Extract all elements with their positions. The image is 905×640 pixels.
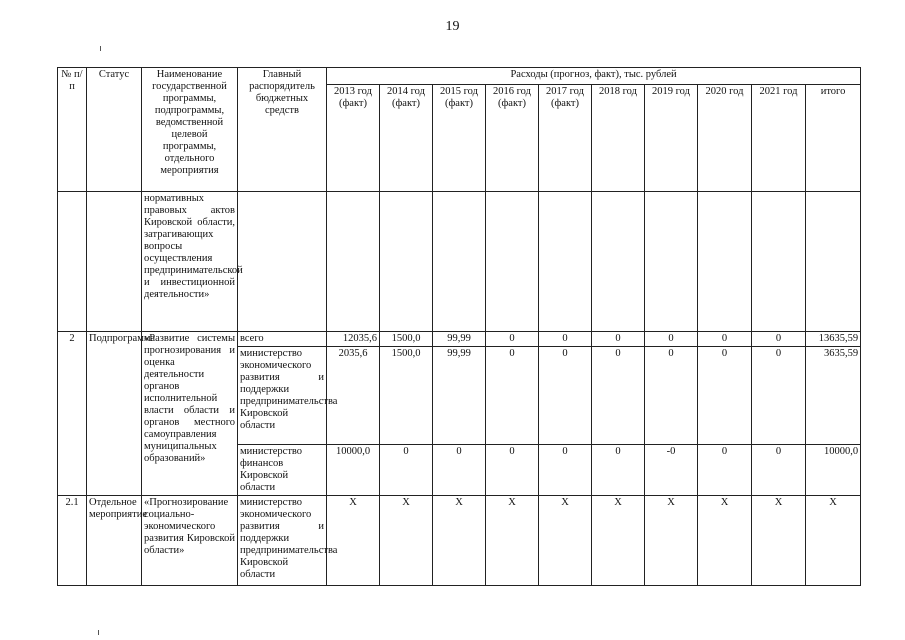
year-header: 2019 год: [645, 85, 698, 192]
value-cell: 0: [592, 347, 645, 445]
value-cell: 0: [486, 347, 539, 445]
value-cell: 0: [486, 332, 539, 347]
value-cell: -0: [645, 445, 698, 496]
total-cell: 13635,59: [806, 332, 861, 347]
value-cell: 0: [752, 445, 806, 496]
value-cell: 99,99: [433, 347, 486, 445]
continuation-name: нормативных правовых актов Кировской области, затрагивающих вопросы осуществления предпринимательской и инвестиционной деятельности»: [142, 192, 238, 332]
value-cell: 1500,0: [380, 332, 433, 347]
value-cell: Х: [592, 496, 645, 586]
budget-table: [57, 67, 861, 586]
value-cell: Х: [380, 496, 433, 586]
value-cell: 0: [592, 332, 645, 347]
value-cell: 0: [592, 445, 645, 496]
year-header: 2021 год: [752, 85, 806, 192]
value-cell: Х: [698, 496, 752, 586]
year-header: 2015 год (факт): [433, 85, 486, 192]
value-cell: 0: [539, 332, 592, 347]
year-header: 2020 год: [698, 85, 752, 192]
value-cell: 12035,6: [327, 332, 380, 347]
value-cell: 0: [645, 332, 698, 347]
header-num: № п/п: [58, 68, 87, 192]
value-cell: 0: [539, 445, 592, 496]
program2-admin-economy: министерство экономического развития и поддержки предпринимательства Кировской области: [238, 347, 327, 445]
header-row: [58, 68, 861, 85]
value-cell: 0: [698, 332, 752, 347]
header-admin: Главный распорядитель бюджетных средств: [238, 68, 327, 192]
total-cell: Х: [806, 496, 861, 586]
value-cell: Х: [433, 496, 486, 586]
item21-name: «Прогнозирование социально-экономического развития Кировской области»: [142, 496, 238, 586]
item21-row: [58, 496, 861, 586]
value-cell: Х: [486, 496, 539, 586]
value-cell: 0: [433, 445, 486, 496]
header-expenses: Расходы (прогноз, факт), тыс. рублей: [327, 68, 861, 85]
continuation-row: [58, 192, 861, 332]
value-cell: 0: [645, 347, 698, 445]
year-header: 2016 год (факт): [486, 85, 539, 192]
program2-num: 2: [58, 332, 87, 496]
value-cell: 0: [752, 347, 806, 445]
item21-status: Отдельное мероприятие: [87, 496, 142, 586]
value-cell: 0: [698, 347, 752, 445]
value-cell: Х: [752, 496, 806, 586]
program2-admin-total: всего: [238, 332, 327, 347]
program2-name: «Развитие системы прогнозирования и оценка деятельности органов исполнительной власти области и органов местного самоуправления муниципальных образований»: [142, 332, 238, 496]
value-cell: Х: [539, 496, 592, 586]
program2-total-row: [58, 332, 861, 347]
item21-num: 2.1: [58, 496, 87, 586]
page-number: 19: [445, 19, 460, 34]
year-header: 2013 год (факт): [327, 85, 380, 192]
value-cell: 0: [539, 347, 592, 445]
program2-status: Подпрограмма: [87, 332, 142, 496]
value-cell: 0: [752, 332, 806, 347]
year-header: 2014 год (факт): [380, 85, 433, 192]
header-status: Статус: [87, 68, 142, 192]
program2-admin-finance: министерство финансов Кировской области: [238, 445, 327, 496]
year-header: 2018 год: [592, 85, 645, 192]
value-cell: 0: [486, 445, 539, 496]
header-name: Наименование государственной программы, подпрограммы, ведомственной целевой программы, отдельного мероприятия: [142, 68, 238, 192]
margin-mark: [98, 630, 99, 635]
total-cell: 3635,59: [806, 347, 861, 445]
value-cell: Х: [327, 496, 380, 586]
value-cell: 2035,6: [327, 347, 380, 445]
value-cell: 0: [380, 445, 433, 496]
total-header: итого: [806, 85, 861, 192]
total-cell: 10000,0: [806, 445, 861, 496]
value-cell: Х: [645, 496, 698, 586]
item21-admin: министерство экономического развития и поддержки предпринимательства Кировской области: [238, 496, 327, 586]
value-cell: 99,99: [433, 332, 486, 347]
value-cell: 0: [698, 445, 752, 496]
margin-mark: [100, 46, 101, 51]
year-header: 2017 год (факт): [539, 85, 592, 192]
value-cell: 1500,0: [380, 347, 433, 445]
value-cell: 10000,0: [327, 445, 380, 496]
